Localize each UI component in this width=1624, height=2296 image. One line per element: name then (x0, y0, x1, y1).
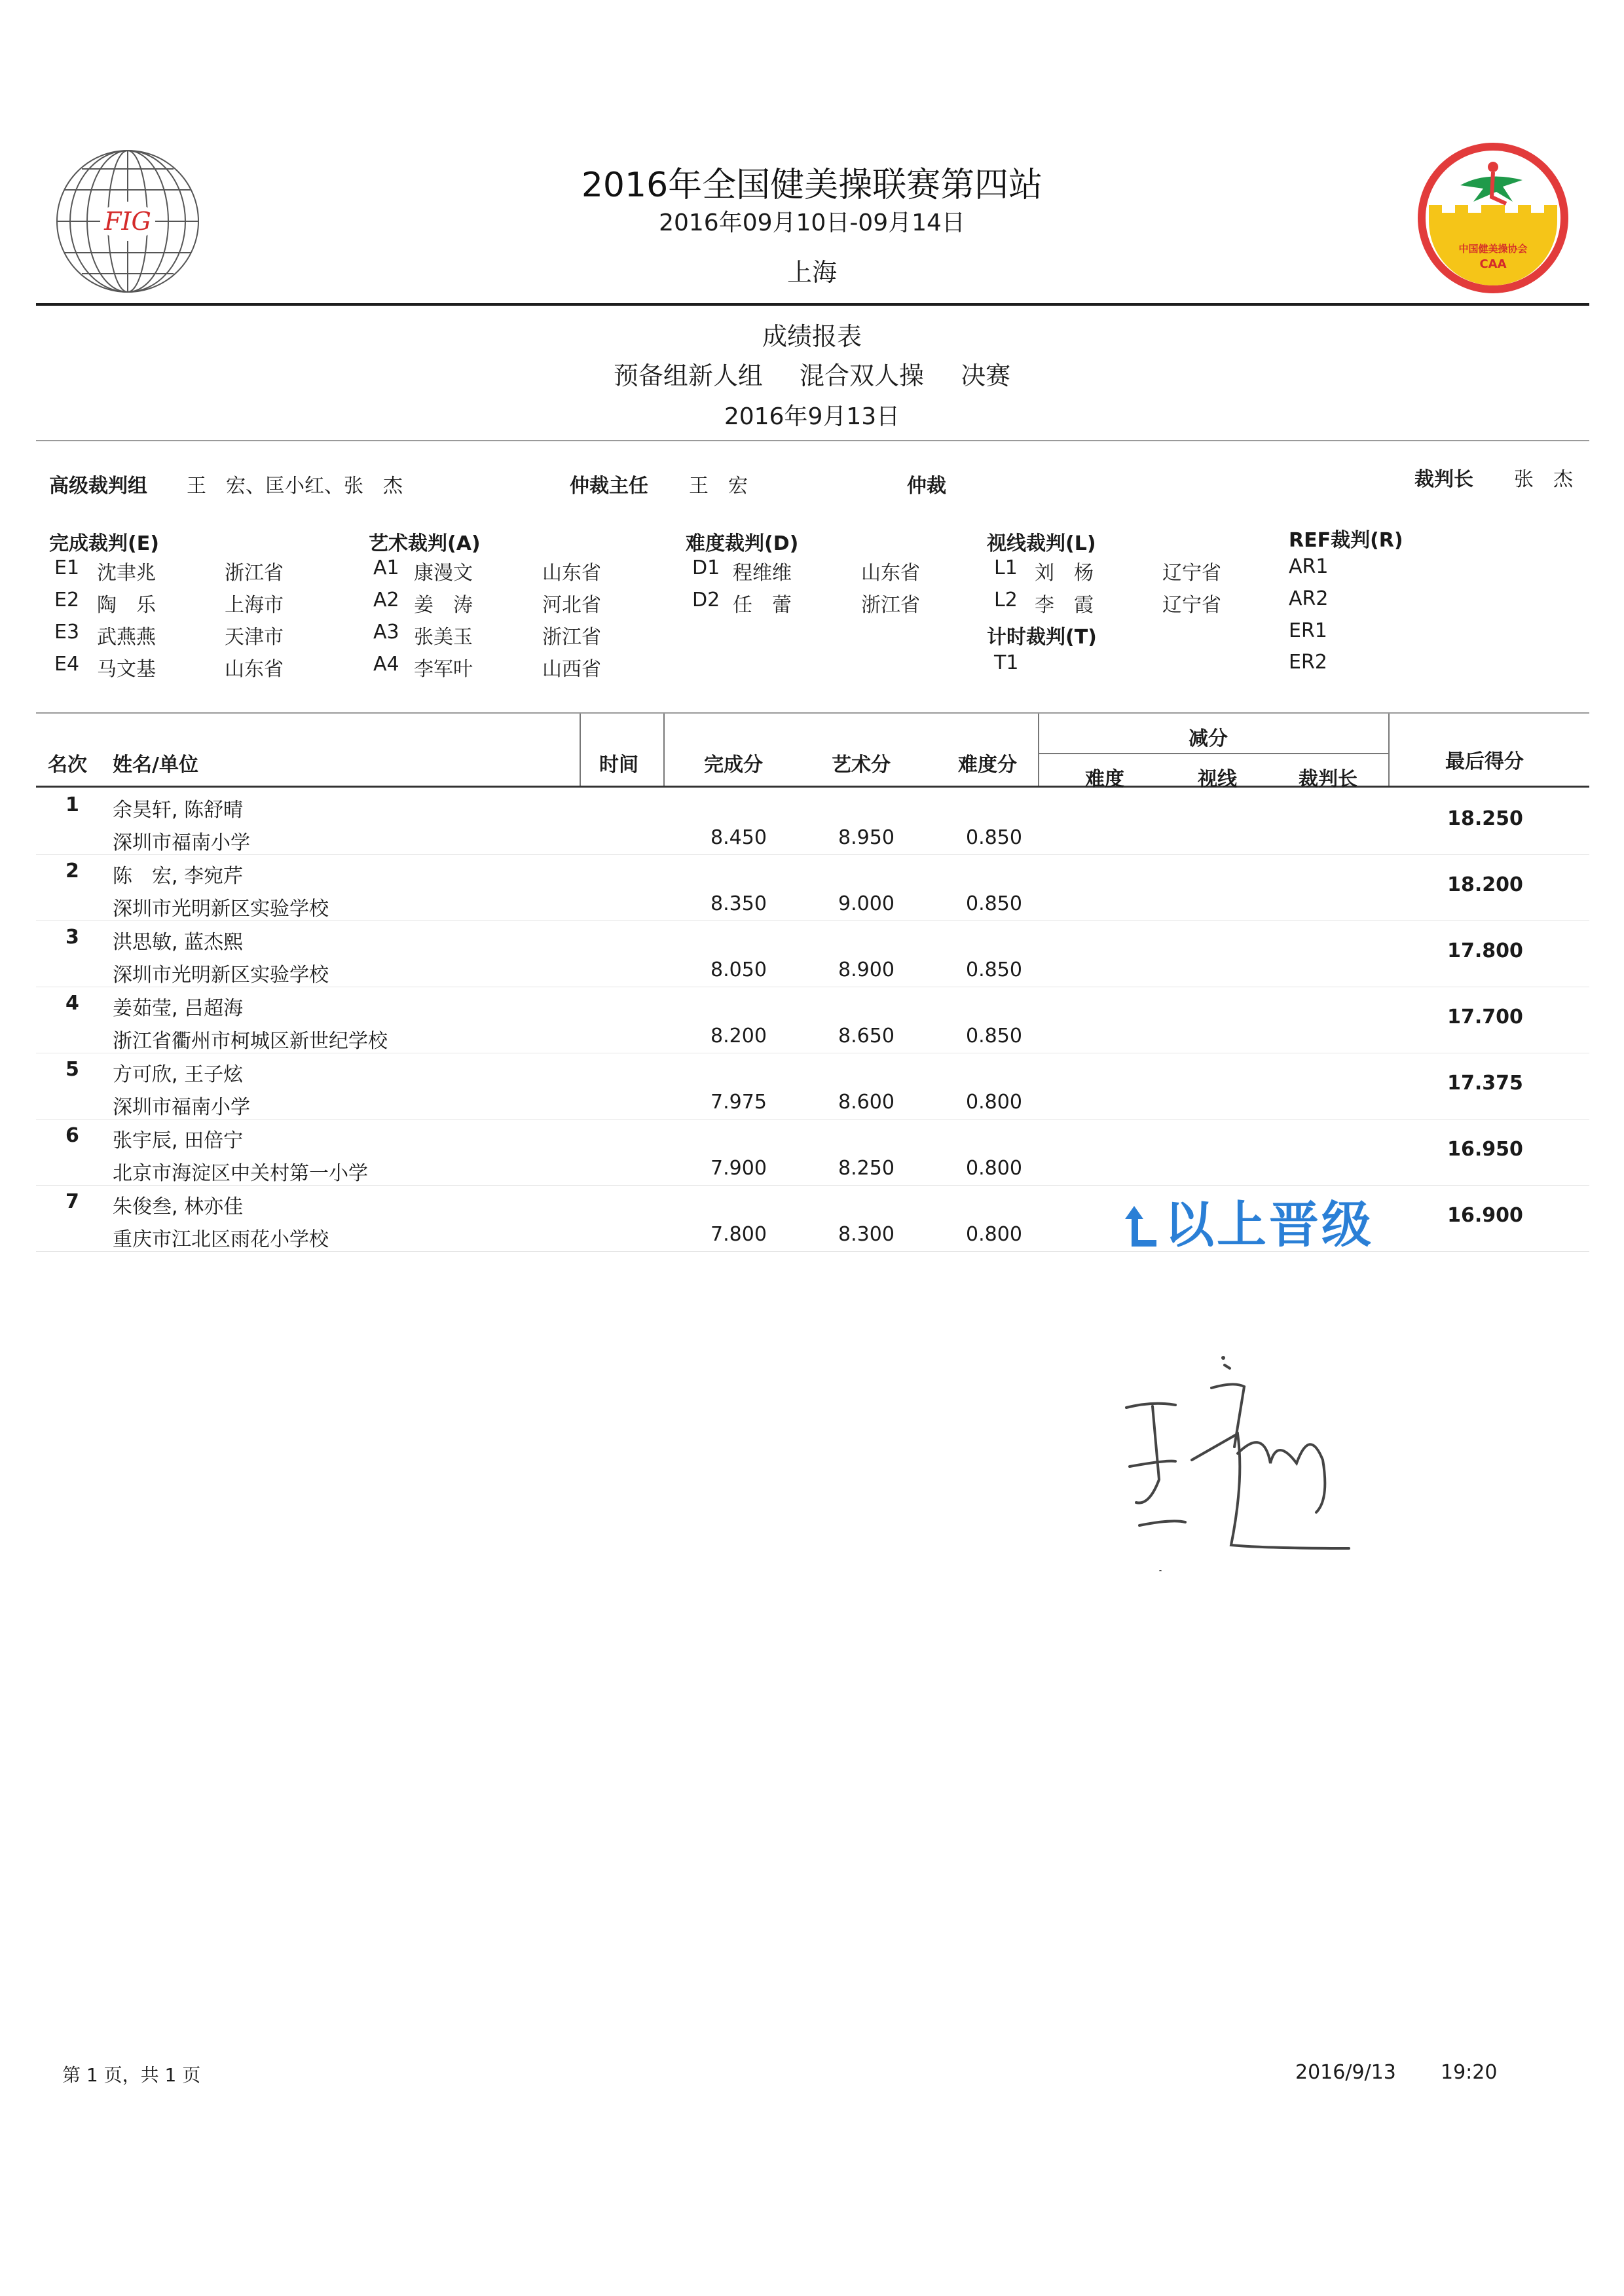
judge-name: 李军叶 (414, 658, 473, 681)
athlete-unit: 深圳市福南小学 (113, 1096, 250, 1119)
caa-logo-text: CAA (1479, 257, 1507, 271)
judge-name: 李 霞 (1035, 594, 1094, 617)
artistry-score: 8.300 (838, 1223, 895, 1246)
judge-name: 沈聿兆 (97, 562, 156, 585)
event-line (0, 355, 1624, 392)
judge-code: A3 (373, 621, 399, 644)
row-divider (36, 854, 1589, 855)
rank: 5 (65, 1058, 79, 1081)
judge-code: L2 (994, 589, 1018, 611)
fig-logo-text: FIG (104, 207, 151, 236)
ref-panel-title: REF裁判(R) (1289, 529, 1403, 552)
header-divider (36, 303, 1589, 306)
judge-code: A2 (373, 589, 399, 611)
rank: 4 (65, 992, 79, 1015)
header-ded-line: 视线 (1198, 768, 1237, 791)
judge-code: ER1 (1289, 619, 1327, 642)
page-indicator: 第 1 页，共 1 页 (62, 2064, 201, 2086)
judge-code: L1 (994, 556, 1018, 579)
chief-judge-label: 裁判长 (1414, 468, 1473, 491)
rank: 7 (65, 1190, 79, 1213)
promotion-stamp: 以上晋级 (1164, 1195, 1374, 1254)
judge-code: D2 (692, 589, 720, 611)
execution-panel (54, 556, 329, 685)
difficulty-score: 0.850 (966, 826, 1022, 849)
athlete-unit: 深圳市光明新区实验学校 (113, 898, 329, 920)
caa-logo-cn: 中国健美操协会 (1458, 243, 1528, 255)
report-title: 成绩报表 (762, 322, 862, 351)
event-name: 混合双人操 (799, 361, 924, 390)
header-ded-chief: 裁判长 (1299, 768, 1357, 791)
row-divider (36, 920, 1589, 921)
athlete-names: 陈 宏, 李宛芹 (113, 865, 244, 888)
judge-name: 武燕燕 (97, 626, 156, 649)
judge-name: 康漫文 (414, 562, 473, 585)
judge-row (373, 653, 648, 685)
athlete-names: 方可欣, 王子炫 (113, 1063, 244, 1086)
judge-province: 天津市 (225, 626, 284, 649)
final-score: 16.950 (1447, 1138, 1523, 1161)
rank: 1 (65, 793, 79, 816)
judge-row (692, 589, 967, 621)
judge-name: 张美玉 (414, 626, 473, 649)
judge-province: 山东省 (225, 658, 284, 681)
judge-row (54, 589, 329, 621)
table-top-divider (36, 712, 1589, 714)
athlete-names: 朱俊叁, 林亦佳 (113, 1195, 244, 1218)
header-rank: 名次 (48, 754, 87, 776)
chief-judge-value: 张 杰 (1514, 468, 1573, 491)
judge-province: 辽宁省 (1162, 594, 1221, 617)
judge-code: E1 (54, 556, 80, 579)
execution-score: 7.975 (710, 1091, 767, 1114)
difficulty-score: 0.800 (966, 1157, 1022, 1180)
judge-name: 程维维 (733, 562, 792, 585)
final-score: 17.375 (1447, 1072, 1523, 1095)
report-date: 2016年9月13日 (724, 403, 900, 430)
event-dates: 2016年09月10日-09月14日 (659, 210, 965, 236)
header-time: 时间 (599, 754, 638, 776)
judge-name: 刘 杨 (1035, 562, 1094, 585)
judge-code: E2 (54, 589, 80, 611)
judge-row (692, 556, 967, 589)
artistry-score: 9.000 (838, 892, 895, 915)
senior-judges-label: 高级裁判组 (49, 475, 147, 498)
artistic-panel-title: 艺术裁判(A) (369, 532, 481, 555)
column-divider (1038, 714, 1039, 787)
judge-province: 山西省 (542, 658, 601, 681)
header-execution: 完成分 (704, 754, 763, 776)
judge-row (994, 556, 1269, 589)
artistry-score: 8.600 (838, 1091, 895, 1114)
athlete-unit: 重庆市江北区雨花小学校 (113, 1228, 329, 1251)
judge-row (373, 589, 648, 621)
artistic-panel (373, 556, 648, 685)
event-group: 预备组新人组 (613, 361, 763, 390)
final-score: 17.700 (1447, 1006, 1523, 1029)
judge-name: 任 蕾 (733, 594, 792, 617)
judge-province: 辽宁省 (1162, 562, 1221, 585)
header-ded-difficulty: 难度 (1085, 768, 1124, 791)
line-panel-title: 视线裁判(L) (987, 532, 1096, 555)
athlete-names: 张宇辰, 田倍宁 (113, 1129, 244, 1152)
athlete-unit: 北京市海淀区中关村第一小学 (113, 1162, 368, 1185)
judge-code: ER2 (1289, 651, 1327, 674)
column-divider (1388, 714, 1390, 787)
judge-province: 上海市 (225, 594, 284, 617)
final-score: 18.250 (1447, 807, 1523, 830)
athlete-names: 洪思敏, 蓝杰熙 (113, 931, 244, 954)
judge-name: 马文基 (97, 658, 156, 681)
header-final: 最后得分 (1445, 750, 1524, 773)
final-score: 18.200 (1447, 873, 1523, 896)
judge-code: A1 (373, 556, 399, 579)
athlete-unit: 浙江省衢州市柯城区新世纪学校 (113, 1030, 388, 1053)
event-stage: 决赛 (961, 361, 1011, 390)
artistry-score: 8.950 (838, 826, 895, 849)
print-date: 2016/9/13 (1295, 2061, 1396, 2084)
print-time: 19:20 (1441, 2061, 1498, 2084)
athlete-names: 余昊轩, 陈舒晴 (113, 799, 244, 822)
execution-score: 8.350 (710, 892, 767, 915)
deduction-divider (1038, 753, 1388, 754)
final-score: 17.800 (1447, 939, 1523, 962)
judge-name: 陶 乐 (97, 594, 156, 617)
timing-panel-title: 计时裁判(T) (987, 626, 1097, 649)
judge-row (373, 556, 648, 589)
difficulty-panel-title: 难度裁判(D) (686, 532, 799, 555)
final-score: 16.900 (1447, 1204, 1523, 1227)
judge-row (54, 556, 329, 589)
difficulty-panel (692, 556, 967, 621)
arbitration-label: 仲裁 (907, 475, 946, 498)
difficulty-score: 0.850 (966, 1025, 1022, 1048)
judge-row (54, 653, 329, 685)
header-name-unit: 姓名/单位 (113, 754, 198, 776)
page-title: 2016年全国健美操联赛第四站 (581, 166, 1043, 205)
execution-score: 7.800 (710, 1223, 767, 1246)
judge-code: T1 (994, 651, 1019, 674)
senior-judges-value: 王 宏、匡小红、张 杰 (187, 475, 403, 498)
execution-score: 7.900 (710, 1157, 767, 1180)
arbitration-head-value: 王 宏 (689, 475, 748, 498)
judge-province: 山东省 (542, 562, 601, 585)
header-artistry: 艺术分 (832, 754, 891, 776)
judge-code: E4 (54, 653, 80, 676)
artistry-score: 8.250 (838, 1157, 895, 1180)
athlete-unit: 深圳市福南小学 (113, 831, 250, 854)
rank: 2 (65, 860, 79, 883)
execution-score: 8.200 (710, 1025, 767, 1048)
judge-code: D1 (692, 556, 720, 579)
difficulty-score: 0.800 (966, 1223, 1022, 1246)
column-divider (580, 714, 581, 787)
judge-row (994, 589, 1269, 621)
execution-score: 8.050 (710, 958, 767, 981)
judge-row (373, 621, 648, 653)
artistry-score: 8.650 (838, 1025, 895, 1048)
rank: 3 (65, 926, 79, 949)
row-divider (36, 1119, 1589, 1120)
up-arrow-icon (1121, 1199, 1160, 1252)
execution-score: 8.450 (710, 826, 767, 849)
judge-code: AR1 (1289, 555, 1329, 578)
difficulty-score: 0.850 (966, 958, 1022, 981)
section-divider (36, 440, 1589, 441)
arbitration-head-label: 仲裁主任 (570, 475, 648, 498)
judge-row (54, 621, 329, 653)
column-divider (663, 714, 665, 787)
execution-panel-title: 完成裁判(E) (49, 532, 159, 555)
line-panel (994, 556, 1269, 621)
difficulty-score: 0.800 (966, 1091, 1022, 1114)
judge-code: E3 (54, 621, 80, 644)
rank: 6 (65, 1124, 79, 1147)
judge-province: 浙江省 (225, 562, 284, 585)
header-difficulty: 难度分 (958, 754, 1017, 776)
judge-code: A4 (373, 653, 399, 676)
athlete-unit: 深圳市光明新区实验学校 (113, 964, 329, 987)
judge-province: 河北省 (542, 594, 601, 617)
judge-province: 浙江省 (542, 626, 601, 649)
athlete-names: 姜茹莹, 吕超海 (113, 997, 244, 1020)
judge-code: AR2 (1289, 587, 1329, 610)
signature (1113, 1349, 1375, 1571)
judge-province: 山东省 (861, 562, 920, 585)
difficulty-score: 0.850 (966, 892, 1022, 915)
event-city: 上海 (786, 258, 837, 287)
judge-name: 姜 涛 (414, 594, 473, 617)
artistry-score: 8.900 (838, 958, 895, 981)
judge-province: 浙江省 (861, 594, 920, 617)
header-deductions: 减分 (1189, 727, 1228, 750)
